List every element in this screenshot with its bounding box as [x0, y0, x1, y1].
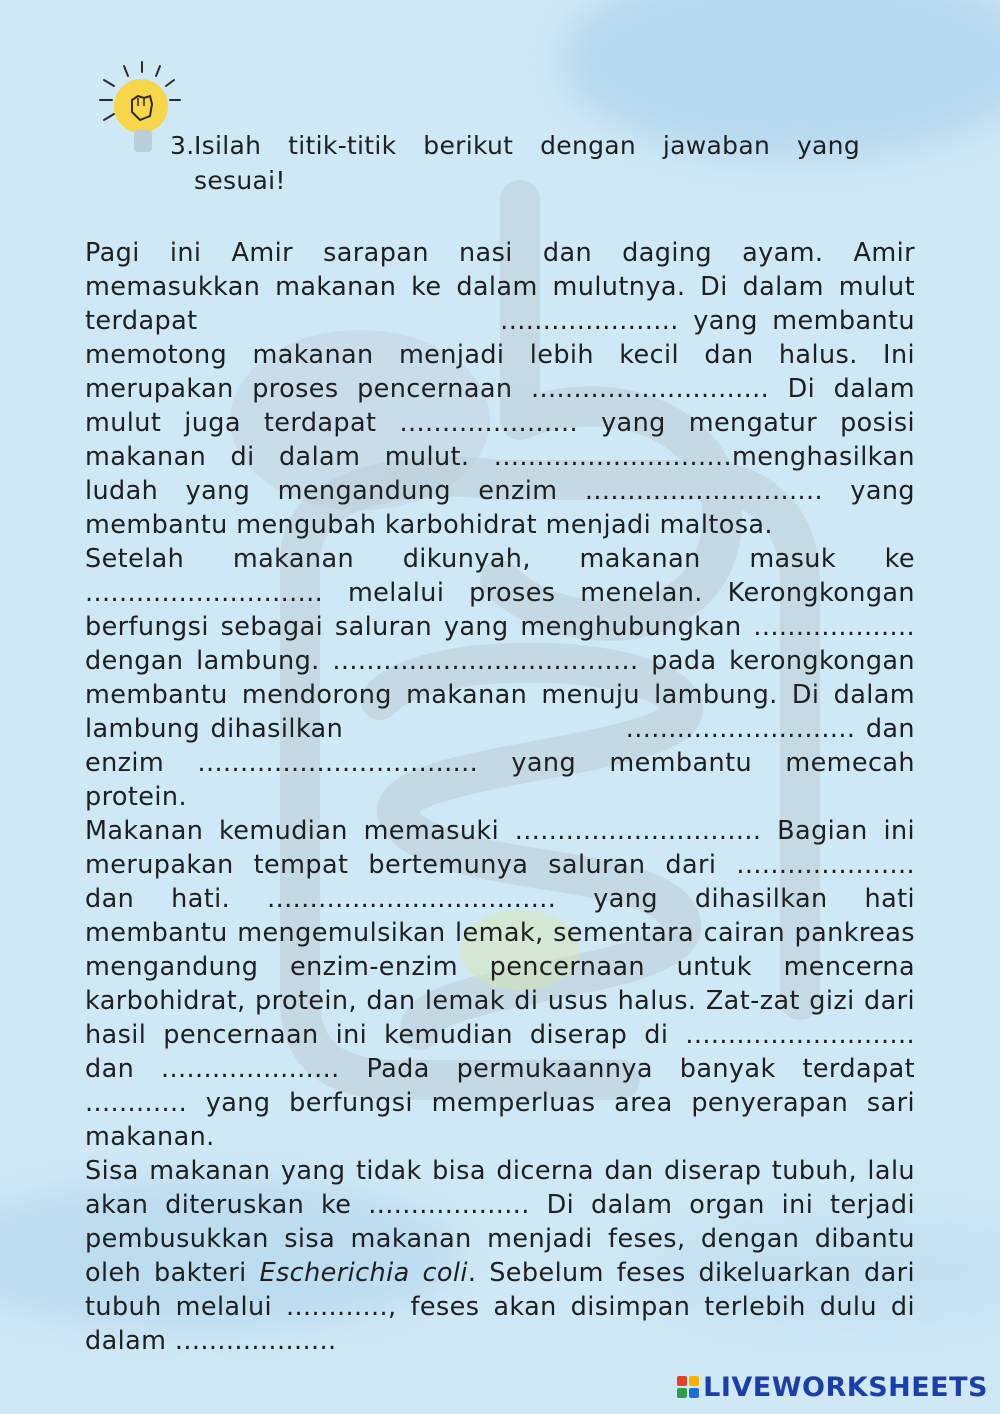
logo-text: LIVEWORKSHEETS: [703, 1371, 988, 1403]
paragraph-large-intestine: [85, 1154, 915, 1358]
paragraph-mouth: Pagi ini Amir sarapan nasi dan daging ayam. Amir memasukkan makanan ke dalam mulutnya. Di dalam mulut terdapat ..................... yang membantu memotong makanan menjadi lebih kecil dan halus. Ini merupakan proses pencernaan ............................ Di dalam mulut juga terdapat ..................... yang mengatur posisi makanan di dalam mulut. ............................menghasilkan ludah yang mengandung enzim ............................ yang membantu mengubah karbohidrat menjadi maltosa.: [85, 238, 924, 540]
question-number: 3.: [170, 131, 195, 160]
liveworksheets-grid-icon: [677, 1376, 699, 1398]
paragraph-text-end: . Sebelum feses dikeluarkan dari tubuh melalui ............, feses akan disimpan terlebih dulu di dalam ...................: [85, 1258, 915, 1356]
question-instruction: [170, 128, 860, 198]
passage: [85, 236, 924, 1358]
liveworksheets-logo: [677, 1372, 988, 1402]
bacteria-name: Escherichia coli: [259, 1258, 468, 1288]
paragraph-small-intestine: Makanan kemudian memasuki ............................. Bagian ini merupakan tempat bertemunya saluran dari ..................... dan hati. .................................. yang dihasilkan hati membantu mengemulsikan lemak, sementara cairan pankreas mengandung enzim-enzim pencernaan untuk mencerna karbohidrat, protein, dan lemak di usus halus. Zat-zat gizi dari hasil pencernaan ini kemudian diserap di ........................... dan ..................... Pada permukaannya banyak terdapat ............ yang berfungsi memperluas area penyerapan sari makanan.: [85, 816, 915, 1152]
paragraph-text-start: Sisa makanan yang tidak bisa dicerna dan diserap tubuh, lalu akan diteruskan ke ................... Di dalam organ ini terjadi pembusukkan sisa makanan menjadi feses, dengan dibantu oleh bakteri: [85, 1156, 915, 1288]
question-text: Isilah titik-titik berikut dengan jawaban yang sesuai!: [194, 131, 860, 195]
paragraph-esophagus-stomach: Setelah makanan dikunyah, makanan masuk ke ............................ melalui proses menelan. Kerongkongan berfungsi sebagai saluran yang menghubungkan ................... dengan lambung. .................................... pada kerongkongan membantu mendorong makanan menuju lambung. Di dalam lambung dihasilkan ........................... dan enzim ................................. yang membantu memecah protein.: [85, 544, 924, 812]
